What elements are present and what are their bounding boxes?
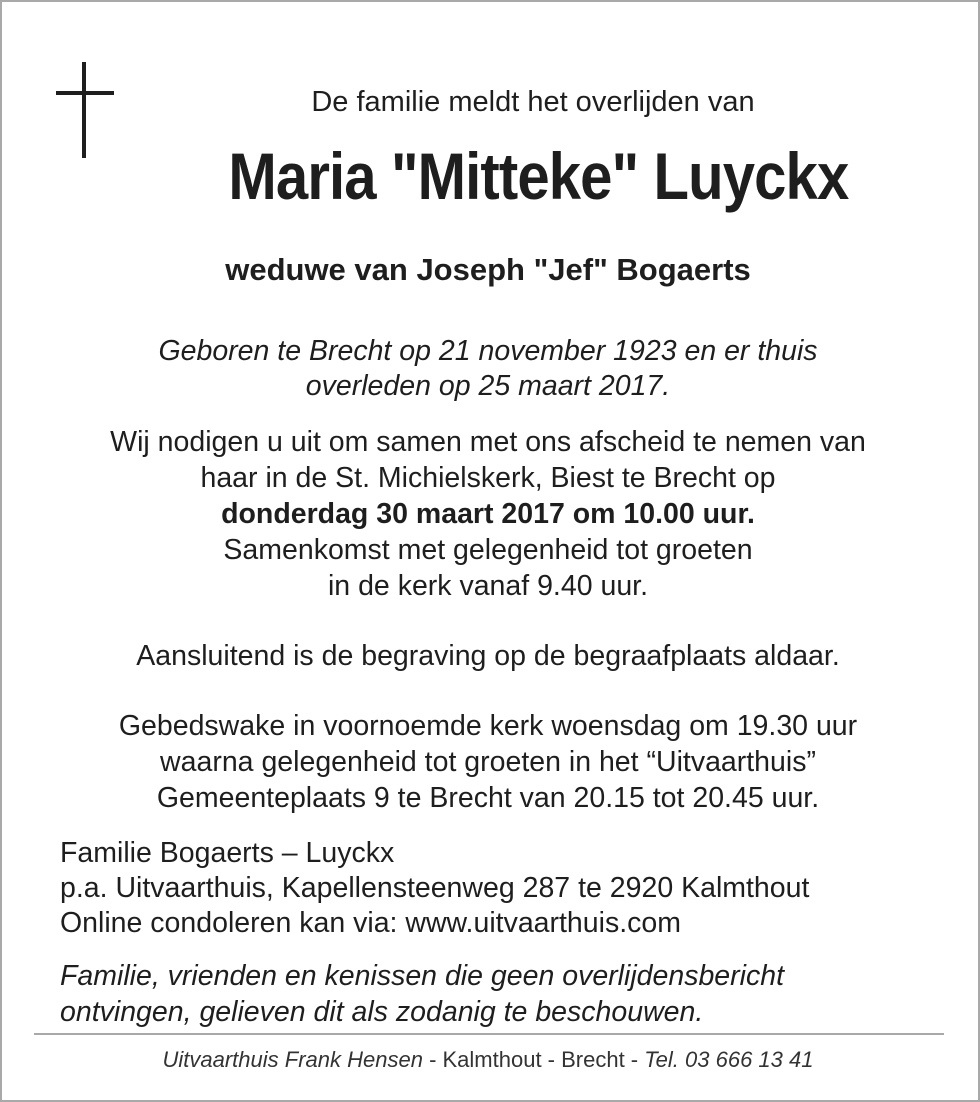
family-contact <box>60 836 809 941</box>
birth-death-text <box>0 334 976 404</box>
wake-line: waarna gelegenheid tot groeten in het “Uitvaarthuis” <box>160 746 816 778</box>
notice-line: Familie, vrienden en kenissen die geen overlijdensbericht <box>60 960 784 992</box>
deceased-name: Maria "Mitteke" Luyckx <box>228 139 849 213</box>
widow-text: weduwe van Joseph "Jef" Bogaerts <box>225 252 751 287</box>
footer-phone: Tel. 03 666 13 41 <box>644 1047 814 1072</box>
wake-line: Gemeenteplaats 9 te Brecht van 20.15 tot 20.45 uur. <box>156 782 820 814</box>
undertaker-name: Uitvaarthuis Frank Hensen <box>162 1047 423 1072</box>
footer <box>0 1047 976 1073</box>
birth-line: Geboren te Brecht op 21 november 1923 en er thuis <box>158 335 818 367</box>
invite-line: in de kerk vanaf 9.40 uur. <box>327 570 649 602</box>
burial-text: Aansluitend is de begraving op de begraafplaats aldaar. <box>136 640 840 672</box>
invite-line: haar in de St. Michielskerk, Biest te Brecht op <box>200 462 776 494</box>
notice-text <box>60 958 784 1030</box>
wake-line: Gebedswake in voornoemde kerk woensdag om 19.30 uur <box>118 710 858 742</box>
footer-places: - Kalmthout - Brecht - <box>422 1047 645 1072</box>
divider <box>34 1033 944 1035</box>
condolence-link[interactable]: Online condoleren kan via: www.uitvaarthuis.com <box>60 907 681 939</box>
contact-address: p.a. Uitvaarthuis, Kapellensteenweg 287 te 2920 Kalmthout <box>60 872 810 904</box>
death-line: overleden op 25 maart 2017. <box>305 370 671 402</box>
prayer-vigil-text <box>0 708 976 816</box>
family-name: Familie Bogaerts – Luyckx <box>60 837 395 869</box>
invite-line: Samenkomst met gelegenheid tot groeten <box>223 534 753 566</box>
invite-line: Wij nodigen u uit om samen met ons afscheid te nemen van <box>110 426 866 458</box>
invitation-text <box>0 424 976 604</box>
intro-text: De familie meldt het overlijden van <box>311 86 755 118</box>
notice-line: ontvingen, gelieven dit als zodanig te beschouwen. <box>60 996 704 1028</box>
funeral-date: donderdag 30 maart 2017 om 10.00 uur. <box>221 498 755 530</box>
